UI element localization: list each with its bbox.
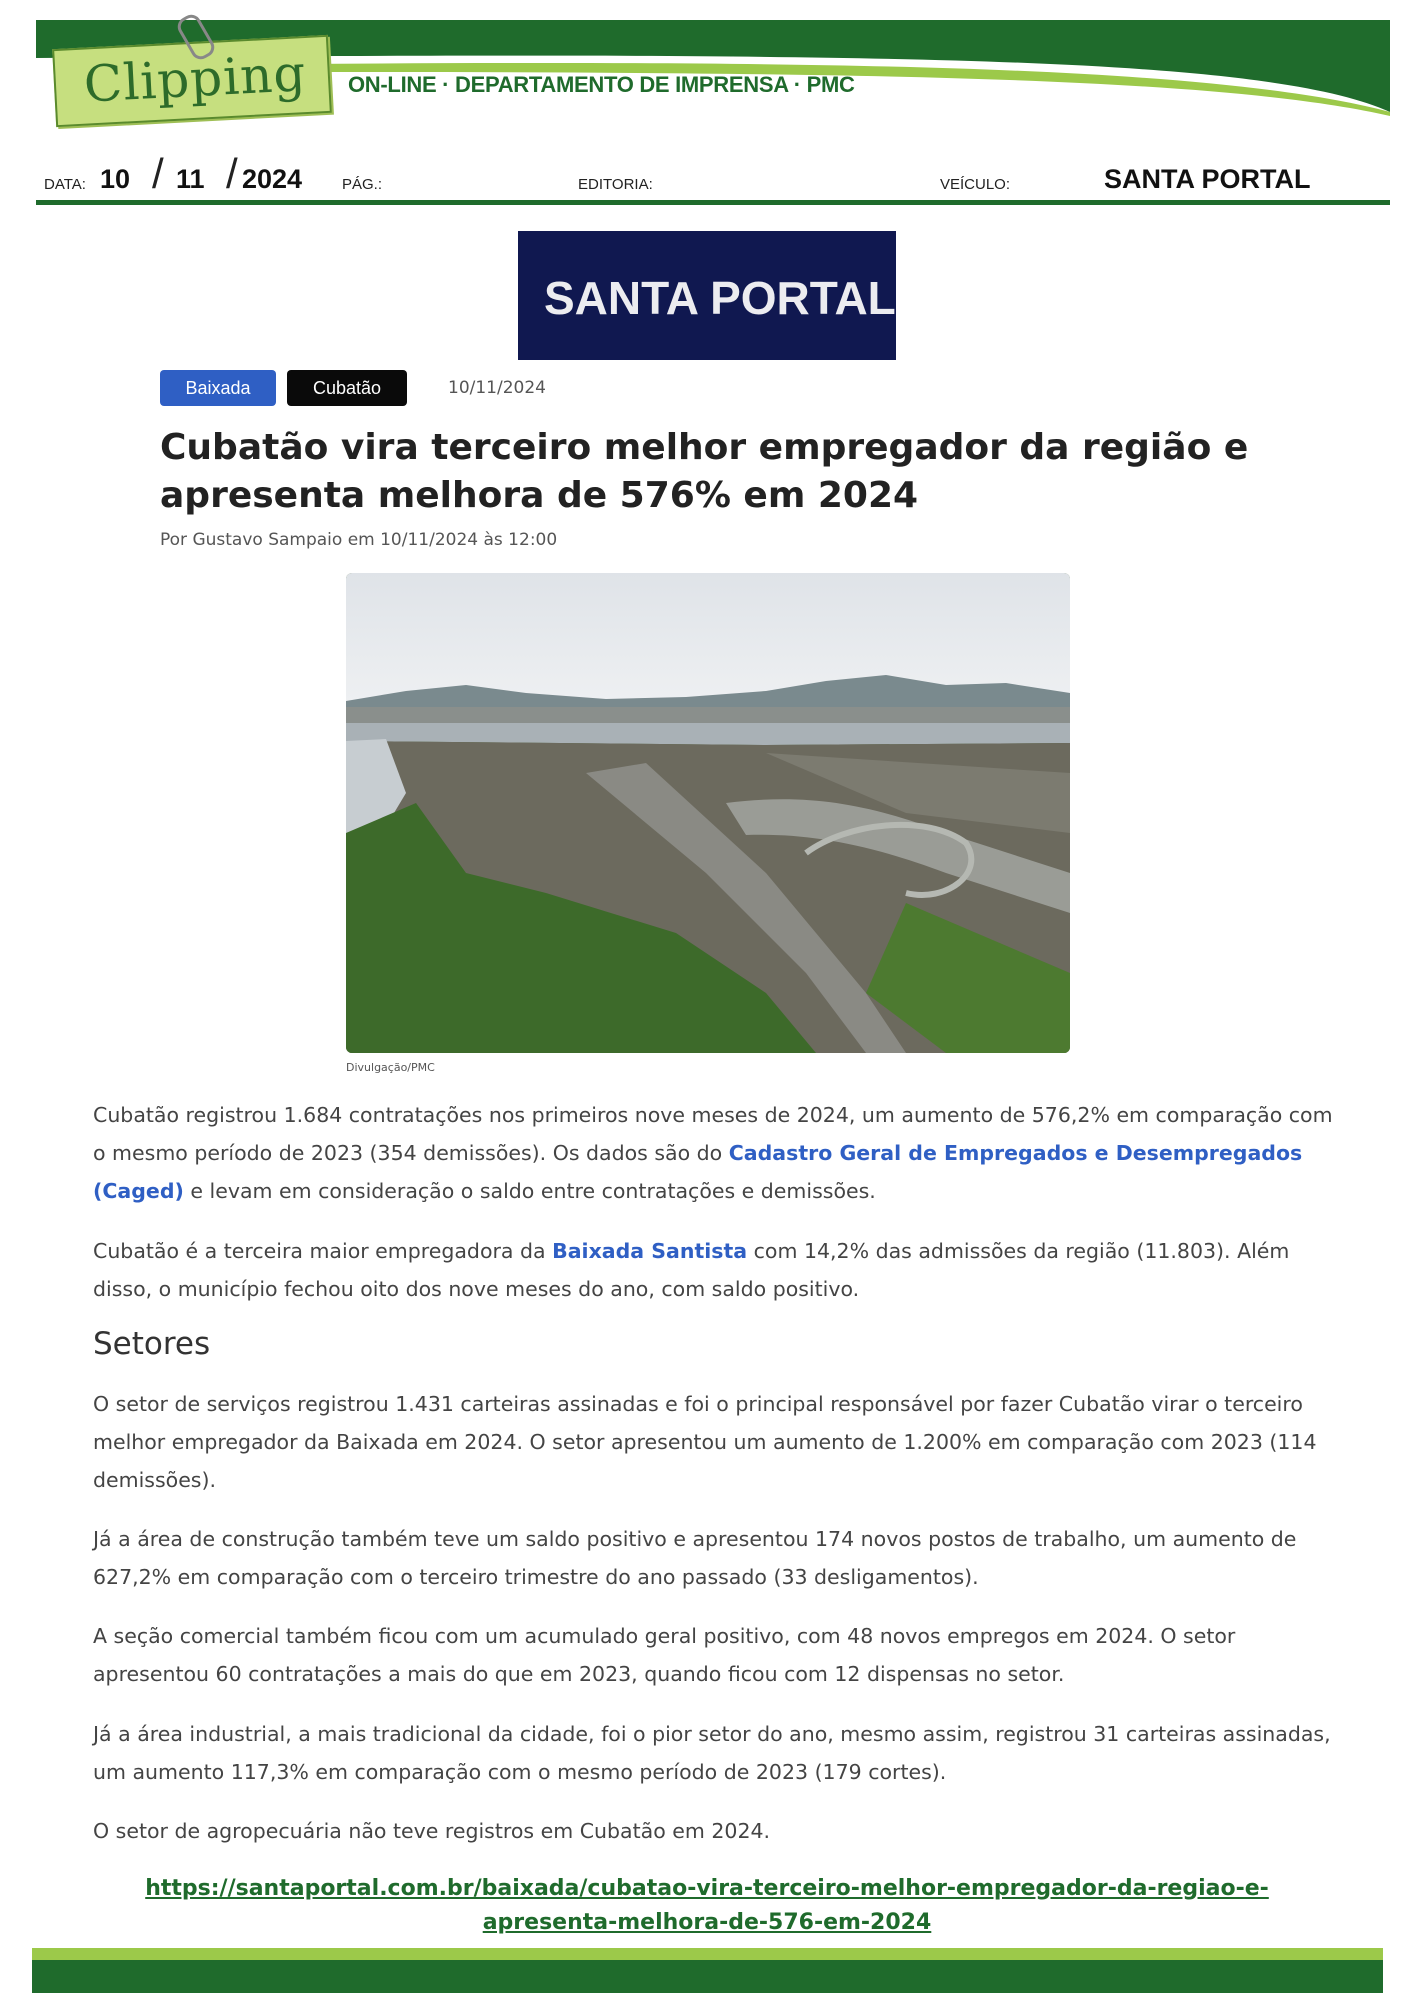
paragraph-4: Já a área de construção também teve um saldo positivo e apresentou 174 novos postos de trabalho, um aumento de 627,2% em comparação com o terceiro trimestre do ano passado (33 desligamentos).: [93, 1527, 1297, 1589]
date-year: 2024: [242, 164, 303, 194]
article-photo: [346, 573, 1070, 1053]
paragraph-1-text-b: e levam em consideração o saldo entre contratações e demissões.: [183, 1179, 876, 1203]
section-heading-setores: Setores: [93, 1326, 211, 1362]
date-day: 10: [100, 164, 131, 194]
article-byline: Por Gustavo Sampaio em 10/11/2024 às 12:00: [160, 530, 558, 550]
date-separator: /: [152, 150, 164, 197]
aerial-city-image: [346, 573, 1070, 1053]
tag-cubatao[interactable]: Cubatão: [287, 370, 407, 406]
date-month: 11: [176, 164, 205, 194]
paragraph-1: [93, 1096, 1333, 1210]
photo-credit: Divulgação/PMC: [346, 1061, 435, 1074]
department-label: ON-LINE · DEPARTAMENTO DE IMPRENSA · PMC: [348, 72, 855, 97]
paragraph-7: O setor de agropecuária não teve registros em Cubatão em 2024.: [93, 1819, 771, 1843]
article-title: Cubatão vira terceiro melhor empregador da região e apresenta melhora de 576% em 2024: [160, 427, 1249, 516]
meta-divider: [36, 200, 1390, 205]
source-link[interactable]: https://santaportal.com.br/baixada/cubatao-vira-terceiro-melhor-empregador-da-regiao-e-apresenta-melhora-de-576-em-2024: [145, 1876, 1269, 1935]
baixada-santista-link[interactable]: Baixada Santista: [552, 1239, 748, 1263]
clipping-header: [36, 20, 1390, 120]
footer-stripe-light: [32, 1948, 1383, 1960]
veiculo-value: SANTA PORTAL: [1104, 164, 1311, 194]
footer-stripe-dark: [32, 1960, 1383, 1993]
page-label: PÁG.:: [342, 176, 383, 193]
paragraph-5: A seção comercial também ficou com um acumulado geral positivo, com 48 novos empregos em 2024. O setor apresentou 60 contratações a mais do que em 2023, quando ficou com 12 dispensas no setor.: [93, 1624, 1236, 1686]
logo-text: SANTA PORTAL: [544, 272, 896, 324]
date-separator: /: [226, 150, 238, 197]
tag-baixada[interactable]: Baixada: [160, 370, 276, 406]
paragraph-1-text-a: Cubatão registrou 1.684 contratações nos primeiros nove meses de 2024, um aumento de 576,2% em comparação com o mesmo período de 2023 (354 demissões). Os dados são do: [93, 1103, 1333, 1165]
paragraph-6: Já a área industrial, a mais tradicional da cidade, foi o pior setor do ano, mesmo assim, registrou 31 carteiras assinadas, um aumento 117,3% em comparação com o mesmo período de 2023 (179 cortes).: [93, 1722, 1331, 1784]
veiculo-label: VEÍCULO:: [940, 176, 1011, 193]
paragraph-3: O setor de serviços registrou 1.431 carteiras assinadas e foi o principal responsável por fazer Cubatão virar o terceiro melhor empregador da Baixada em 2024. O setor apresentou um aumento de 1.200% em comparação com 2023 (114 demissões).: [93, 1392, 1317, 1492]
paragraph-2-text-a: Cubatão é a terceira maior empregadora da: [93, 1239, 553, 1263]
paragraph-2-text-b: com 14,2% das admissões da região (11.803). Além disso, o município fechou oito dos nove meses do ano, com saldo positivo.: [93, 1239, 1290, 1301]
santa-portal-logo: [518, 231, 896, 360]
clipping-label: Clipping: [82, 44, 308, 114]
editoria-label: EDITORIA:: [578, 176, 653, 193]
clipping-meta: [36, 150, 1390, 210]
article-date: 10/11/2024: [448, 378, 546, 398]
date-label: DATA:: [44, 176, 86, 193]
paragraph-2: [93, 1232, 1333, 1308]
caged-link[interactable]: Cadastro Geral de Empregados e Desempregados (Caged): [93, 1141, 1303, 1203]
